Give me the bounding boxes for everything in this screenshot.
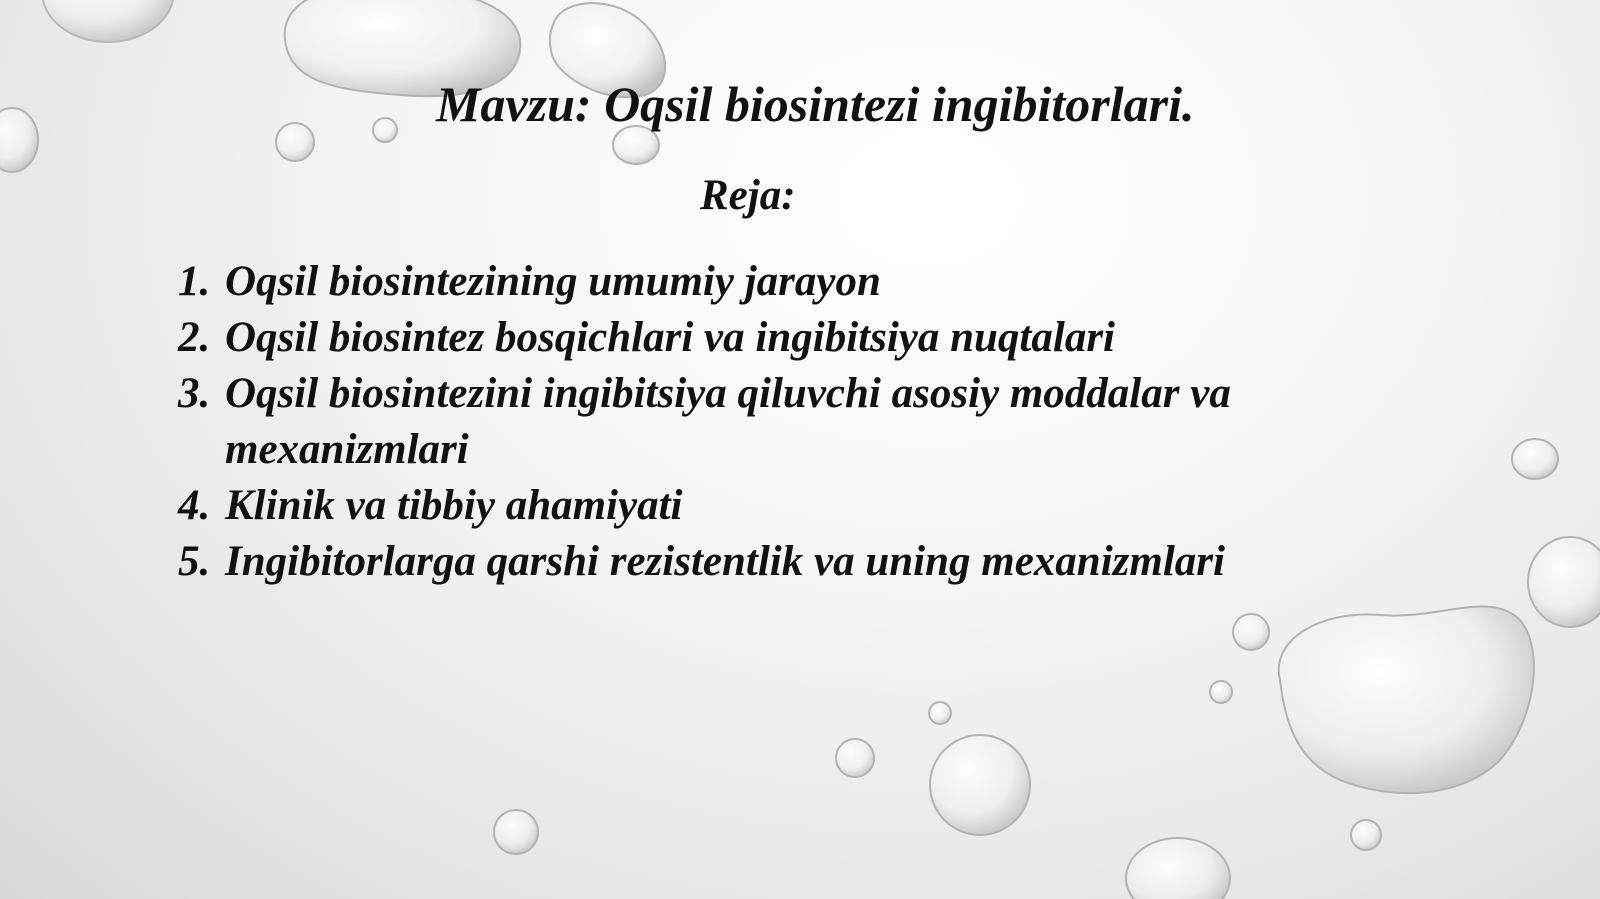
plan-item-1: [178, 254, 1378, 310]
water-drop: [836, 739, 874, 777]
plan-item-number: 3.: [178, 370, 211, 417]
water-drop: [1512, 439, 1558, 479]
plan-item-number: 1.: [178, 258, 211, 305]
slide-title: Mavzu: Oqsil biosintezi ingibitorlari.: [436, 76, 1195, 132]
plan-item-2: [178, 310, 1378, 366]
plan-item-4: [178, 478, 1378, 534]
water-drop: [1528, 537, 1600, 627]
plan-item-number: 2.: [178, 314, 211, 361]
water-drop: [1279, 606, 1534, 793]
plan-list: [178, 254, 1378, 590]
water-drop: [1126, 838, 1230, 899]
plan-item-number: 4.: [178, 482, 211, 529]
plan-item-text: Oqsil biosintez bosqichlari va ingibitsiya nuqtalari: [225, 314, 1116, 361]
plan-item-text: Ingibitorlarga qarshi rezistentlik va uning mexanizmlari: [225, 538, 1225, 585]
water-drop: [1210, 681, 1232, 703]
water-drop: [42, 0, 174, 42]
water-drop: [494, 810, 538, 854]
water-drop: [1351, 820, 1381, 850]
plan-item-number: 5.: [178, 538, 211, 585]
water-drop: [1233, 614, 1269, 650]
plan-item-5: [178, 534, 1378, 590]
plan-heading: Reja:: [700, 172, 796, 219]
plan-item-text: Klinik va tibbiy ahamiyati: [225, 482, 683, 529]
plan-item-3: [178, 366, 1378, 478]
plan-item-text: Oqsil biosintezining umumiy jarayon: [225, 258, 881, 305]
water-drop: [929, 702, 951, 724]
water-drop: [930, 735, 1030, 835]
water-drop: [0, 108, 38, 172]
water-drop: [276, 123, 314, 161]
plan-item-text: Oqsil biosintezini ingibitsiya qiluvchi asosiy moddalar va mexanizmlari: [225, 370, 1231, 473]
water-drop: [373, 118, 397, 142]
